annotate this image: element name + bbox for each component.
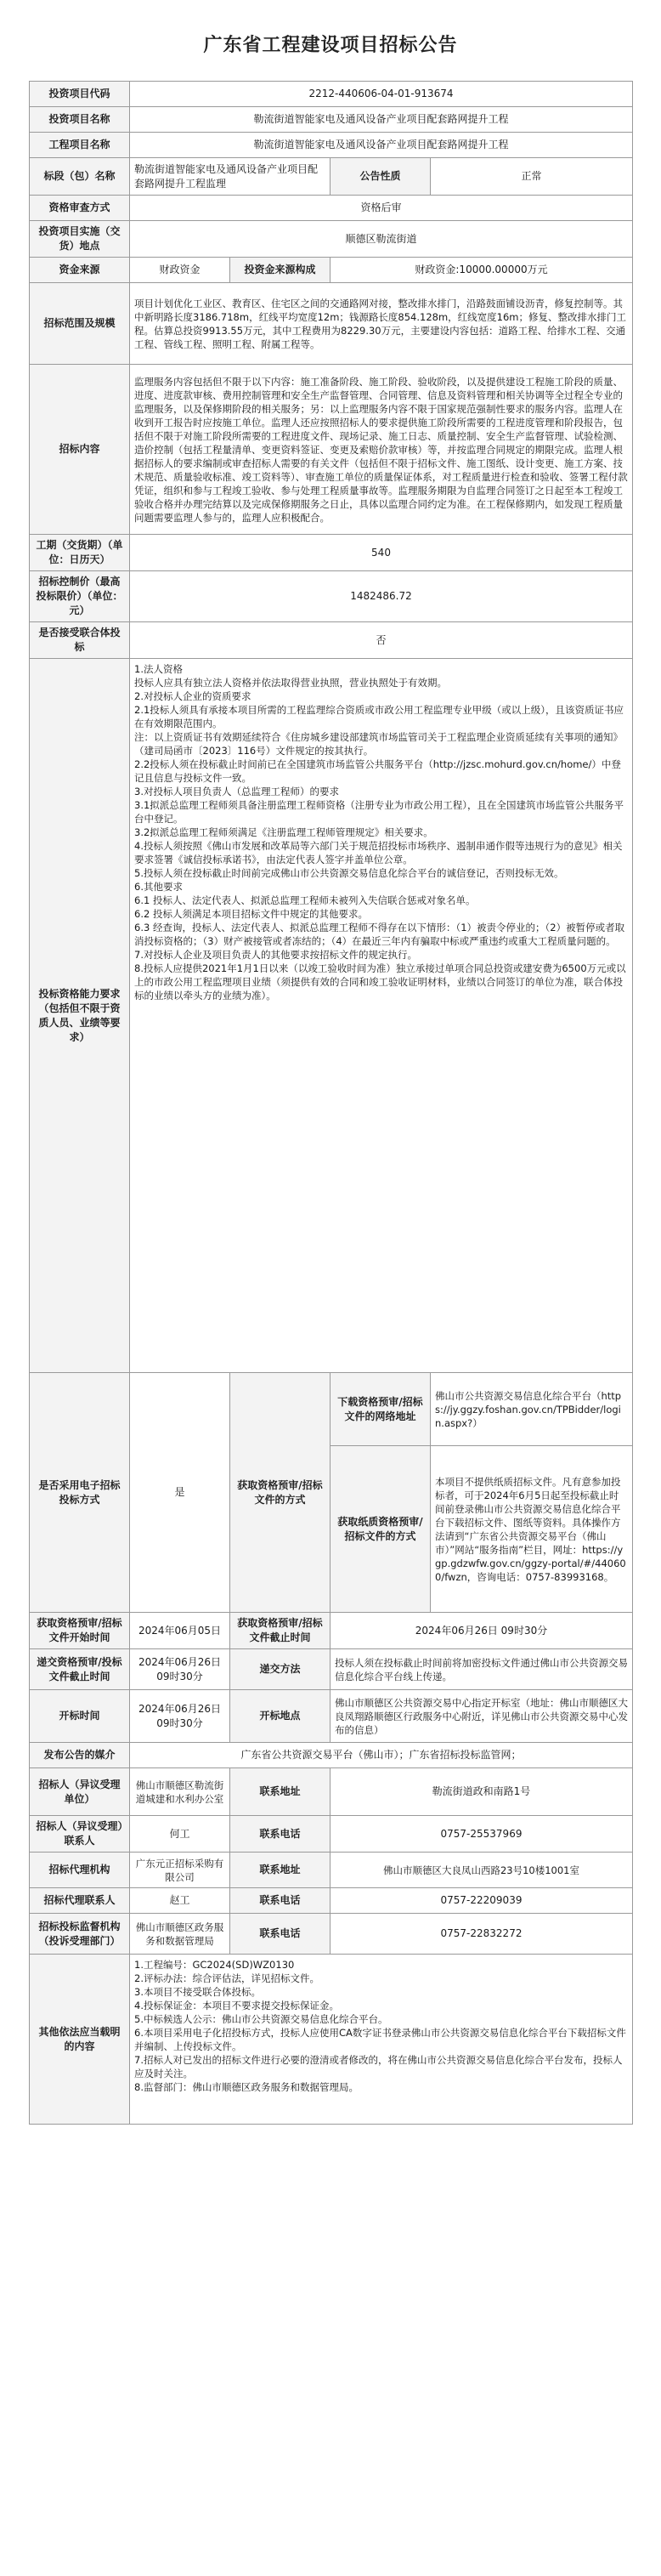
agent-phone-label: 联系电话 (230, 1888, 330, 1914)
open-place-label: 开标地点 (230, 1690, 330, 1743)
row-project-name (30, 107, 633, 133)
row-max-price (30, 571, 633, 622)
page-title: 广东省工程建设项目招标公告 (203, 35, 458, 56)
platform-label: 发布公告的媒介 (30, 1743, 130, 1768)
agent-contact-label: 招标代理联系人 (30, 1888, 130, 1914)
content-label: 招标内容 (30, 365, 130, 535)
row-download (30, 1373, 633, 1446)
supervisor-label: 招标投标监督机构（投诉受理部门） (30, 1914, 130, 1955)
tenderer-label: 招标人（异议受理单位） (30, 1768, 130, 1816)
paper-method-value: 本项目不提供纸质招标文件。凡有意参加投标者，可于2024年6月5日起至投标截止时间前登录佛山市公共资源交易信息化综合平台下载招标文件、图纸等资料。具体操作方法请到“广东省公共资源交易平台（佛山市）”网站“服务指南”栏目，网址：https://ygp.gdzwfw.gov.cn/ggzy-portal/#/440600/fwzn，咨询电话：0757-83993168。 (431, 1446, 633, 1613)
row-fund (30, 258, 633, 283)
row-review-method (30, 196, 633, 221)
row-section (30, 158, 633, 196)
engineering-name-value: 勒流街道智能家电及通风设备产业项目配套路网提升工程 (130, 133, 633, 158)
row-supervisor (30, 1914, 633, 1955)
announcement-table (29, 81, 633, 2125)
row-tenderer-contact (30, 1816, 633, 1853)
row-get-time (30, 1613, 633, 1649)
review-method-value: 资格后审 (130, 196, 633, 221)
supervisor-phone-value: 0757-22832272 (330, 1914, 633, 1955)
agent-contact-value: 赵工 (130, 1888, 230, 1914)
tenderer-contact-label: 招标人（异议受理）联系人 (30, 1816, 130, 1853)
paper-method-label: 获取纸质资格预审/招标文件的方式 (330, 1446, 431, 1613)
get-start-value: 2024年06月05日 (130, 1613, 230, 1649)
contact-addr-label: 联系地址 (230, 1768, 330, 1816)
get-start-label: 获取资格预审/招标文件开始时间 (30, 1613, 130, 1649)
max-price-value: 1482486.72 (130, 571, 633, 622)
location-value: 顺德区勒流街道 (130, 221, 633, 258)
get-doc-method-label: 获取资格预审/招标文件的方式 (230, 1373, 330, 1613)
tenderer-phone-label: 联系电话 (230, 1816, 330, 1853)
duration-value: 540 (130, 535, 633, 571)
row-open (30, 1690, 633, 1743)
review-method-label: 资格审查方式 (30, 196, 130, 221)
duration-label: 工期（交货期）（单位：日历天） (30, 535, 130, 571)
project-name-label: 投资项目名称 (30, 107, 130, 133)
location-label: 投资项目实施（交货）地点 (30, 221, 130, 258)
max-price-label: 招标控制价（最高投标限价）（单位：元） (30, 571, 130, 622)
row-qualification (30, 659, 633, 1373)
scope-value: 项目计划优化工业区、教育区、住宅区之间的交通路网对接，整改排水排门，沿路鼓面铺设沥青，修复控制等。其中新明路长度3186.718m，红线平均宽度12m；钱源路长度854.128m，红线宽度16m；修复、整改排水排门工程。估算总投资9913.55万元，其中工程费用为8229.30万元，主要建设内容包括：道路工程、给排水工程、交通工程、管线工程、照明工程、附属工程等。 (130, 283, 633, 365)
joint-label: 是否接受联合体投标 (30, 622, 130, 659)
row-scope (30, 283, 633, 365)
tenderer-value: 佛山市顺德区勒流街道城建和水利办公室 (130, 1768, 230, 1816)
agent-phone-value: 0757-22209039 (330, 1888, 633, 1914)
other-value: 1.工程编号：GC2024(SD)WZ0130 2.评标办法：综合评估法，详见招标文件。 3.本项目不接受联合体投标。 4.投标保证金：本项目不要求提交投标保证金。 5.中标候选人公示：佛山市公共资源交易信息化综合平台。 6.本项目采用电子化招投标方式，投标人应使用CA数字证书登录佛山市公共资源交易信息化综合平台下载招标文件并编制、上传投标文件。 7.招标人对已发出的招标文件进行必要的澄清或者修改的，将在佛山市公共资源交易信息化综合平台发布，投标人应及时关注。 8.监督部门：佛山市顺德区政务服务和数据管理局。 (130, 1955, 633, 2125)
fund-source-label: 资金来源 (30, 258, 130, 283)
row-platform (30, 1743, 633, 1768)
submit-end-value: 2024年06月26日 09时30分 (130, 1649, 230, 1690)
tenderer-phone-value: 0757-25537969 (330, 1816, 633, 1853)
open-time-label: 开标时间 (30, 1690, 130, 1743)
row-duration (30, 535, 633, 571)
public-nature-value: 正常 (431, 158, 633, 196)
public-nature-label: 公告性质 (330, 158, 431, 196)
electronic-value: 是 (130, 1373, 230, 1613)
row-joint (30, 622, 633, 659)
section-name-label: 标段（包）名称 (30, 158, 130, 196)
other-label: 其他依法应当载明的内容 (30, 1955, 130, 2125)
fund-source-value: 财政资金 (130, 258, 230, 283)
row-agent (30, 1853, 633, 1888)
get-end-label: 获取资格预审/招标文件截止时间 (230, 1613, 330, 1649)
open-time-value: 2024年06月26日 09时30分 (130, 1690, 230, 1743)
row-other (30, 1955, 633, 2125)
agent-addr-value: 佛山市顺德区大良凤山西路23号10楼1001室 (330, 1853, 633, 1888)
row-agent-contact (30, 1888, 633, 1914)
agent-addr-label: 联系地址 (230, 1853, 330, 1888)
section-name-value: 勒流街道智能家电及通风设备产业项目配套路网提升工程监理 (130, 158, 330, 196)
row-content (30, 365, 633, 535)
electronic-label: 是否采用电子招标投标方式 (30, 1373, 130, 1613)
tenderer-contact-value: 何工 (130, 1816, 230, 1853)
qualification-label: 投标资格能力要求（包括但不限于资质人员、业绩等要求） (30, 659, 130, 1373)
download-addr-value[interactable]: 佛山市公共资源交易信息化综合平台（https://jy.ggzy.foshan.gov.cn/TPBidder/login.aspx?） (431, 1373, 633, 1446)
project-code-value: 2212-440606-04-01-913674 (130, 82, 633, 107)
download-addr-label: 下载资格预审/招标文件的网络地址 (330, 1373, 431, 1446)
contact-addr-value: 勒流街道政和南路1号 (330, 1768, 633, 1816)
fund-structure-value: 财政资金:10000.00000万元 (330, 258, 633, 283)
project-name-value: 勒流街道智能家电及通风设备产业项目配套路网提升工程 (130, 107, 633, 133)
row-engineering-name (30, 133, 633, 158)
row-project-code (30, 82, 633, 107)
engineering-name-label: 工程项目名称 (30, 133, 130, 158)
open-place-value: 佛山市顺德区公共资源交易中心指定开标室（地址：佛山市顺德区大良凤翔路顺德区行政服务中心附近，详见佛山市公共资源交易中心发布的信息） (330, 1690, 633, 1743)
supervisor-phone-label: 联系电话 (230, 1914, 330, 1955)
agent-label: 招标代理机构 (30, 1853, 130, 1888)
submit-method-value: 投标人须在投标截止时间前将加密投标文件通过佛山市公共资源交易信息化综合平台线上传递。 (330, 1649, 633, 1690)
platform-value: 广东省公共资源交易平台（佛山市）；广东省招标投标监管网； (130, 1743, 633, 1768)
content-value: 监理服务内容包括但不限于以下内容：施工准备阶段、施工阶段、验收阶段，以及提供建设工程施工阶段的质量、进度、进度款审核、费用控制管理和安全生产监督管理、合同管理、信息及资料管理和相关协调等全过程全专业的监理服务，以及保修期阶段的相关服务；另：以上监理服务内容不限于国家规范强制性要求的服务内容。监理人在收到开工报告时应按施工单位。监理人还应按照招标人的要求提供施工阶段所需要的工程进度管理和阶段报告，包括但不限于对施工阶段所需要的工程进度文件、现场记录、施工日志、质量控制、安全生产监督管理、试验检测、造价控制（包括工程量清单、变更资料签证、变更及索赔价款审核）等，并按监理合同规定的期限完成。监理人根据招标人的要求编制或审查招标人需要的有关文件（包括但不限于招标文件、施工图纸、设计变更、施工方案、技术规范、质量验收标准、竣工资料等）、审查施工单位的质量保证体系，对工程质量进行检查和验收、签署工程付款凭证，组织和参与工程竣工验收、参与处理工程质量事故等。监理服务期限为自监理合同签订之日起至本工程竣工验收合格并办理完结算以及完成保修期服务之日止，具体以监理合同约定为准。在工程保修期内，如发现工程质量问题需要监理人参与的，监理人应积极配合。 (130, 365, 633, 535)
submit-end-label: 递交资格预审/投标文件截止时间 (30, 1649, 130, 1690)
row-tenderer (30, 1768, 633, 1816)
qualification-value: 1.法人资格 投标人应具有独立法人资格并依法取得营业执照，营业执照处于有效期。 2.对投标人企业的资质要求 2.1投标人须具有承接本项目所需的工程监理综合资质或市政公用工程监理专业甲级（或以上级），且该资质证书应在有效期限范围内。 注：以上资质证书有效期延续符合《住房城乡建设部建筑市场监管司关于工程监理企业资质延续有关事项的通知》（建司局函市〔2023〕116号）文件规定的按其执行。 2.2投标人须在投标截止时间前已在全国建筑市场监管公共服务平台（http://jzsc.mohurd.gov.cn/home/）中登记且信息与投标文件一致。 3.对投标人项目负责人（总监理工程师）的要求 3.1拟派总监理工程师须具备注册监理工程师资格（注册专业为市政公用工程），且在全国建筑市场监管公共服务平台中登记。 3.2拟派总监理工程师须满足《注册监理工程师管理规定》相关要求。 4.投标人须按照《佛山市发展和改革局等六部门关于规范招投标市场秩序、遏制串通作假等违规行为的意见》相关要求签署《诚信投标承诺书》，由法定代表人签字并盖单位公章。 5.投标人须在投标截止时间前完成佛山市公共资源交易信息化综合平台的诚信登记，否则投标无效。 6.其他要求 6.1 投标人、法定代表人、拟派总监理工程师未被列入失信联合惩戒对象名单。 6.2 投标人须满足本项目招标文件中规定的其他要求。 6.3 经查询，投标人、法定代表人、拟派总监理工程师不得存在以下情形：（1）被责令停业的；（2）被暂停或者取消投标资格的；（3）财产被接管或者冻结的；（4）在最近三年内有骗取中标或严重违约或重大工程质量问题的。 7.对投标人企业及项目负责人的其他要求按招标文件的规定执行。 8.投标人应提供2021年1月1日以来（以竣工验收时间为准）独立承接过单项合同总投资或建安费为6500万元或以上的市政公用工程监理项目业绩（须提供有效的合同和竣工验收证明材料，业绩以合同签订的单位为准，联合体投标的业绩以牵头方的业绩为准）。 (130, 659, 633, 1373)
joint-value: 否 (130, 622, 633, 659)
agent-value: 广东元正招标采购有限公司 (130, 1853, 230, 1888)
row-location (30, 221, 633, 258)
supervisor-value: 佛山市顺德区政务服务和数据管理局 (130, 1914, 230, 1955)
get-end-value: 2024年06月26日 09时30分 (330, 1613, 633, 1649)
fund-structure-label: 投资金来源构成 (230, 258, 330, 283)
submit-method-label: 递交方法 (230, 1649, 330, 1690)
scope-label: 招标范围及规模 (30, 283, 130, 365)
row-submit (30, 1649, 633, 1690)
project-code-label: 投资项目代码 (30, 82, 130, 107)
